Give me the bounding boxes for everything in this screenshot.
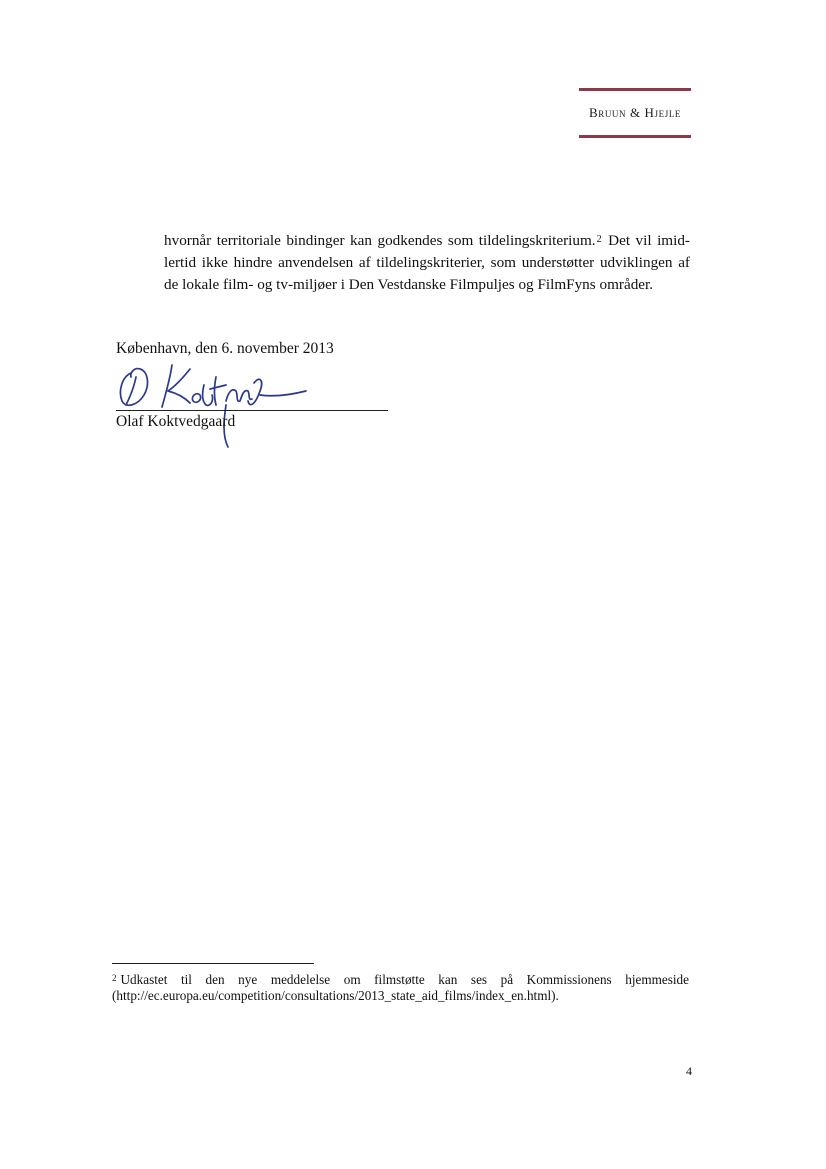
body-line-1-text: hvornår territoriale bindinger kan godkendes som tildelingskriterium. <box>164 232 596 249</box>
footnote-reference: 2 <box>596 234 602 245</box>
body-line-3: de lokale film- og tv-miljøer i Den Vestdanske Filmpuljes og FilmFyns områder. <box>164 276 654 293</box>
logo-bottom-rule <box>579 135 691 138</box>
handwritten-signature <box>114 355 314 455</box>
logo-top-rule <box>579 88 691 91</box>
footnote <box>112 970 689 1004</box>
footnote-separator <box>112 963 314 964</box>
footnote-line-1 <box>112 970 689 988</box>
body-paragraph <box>164 229 690 296</box>
footnote-line-1-text: Udkastet til den nye meddelelse om filmstøtte kan ses på Kommissionens hjemmeside <box>120 972 689 987</box>
signature-line <box>116 410 388 411</box>
footnote-mark: 2 <box>112 973 117 983</box>
logo-text: Bruun & Hjejle <box>588 105 682 120</box>
page-number: 4 <box>686 1064 692 1078</box>
body-line-1 <box>164 229 690 252</box>
body-line-1-tail: Det vil imid- <box>602 232 690 249</box>
signer-name: Olaf Koktvedgaard <box>116 413 236 430</box>
footnote-line-2: (http://ec.europa.eu/competition/consultations/2013_state_aid_films/index_en.html). <box>112 988 559 1003</box>
place-and-date: København, den 6. november 2013 <box>116 340 334 357</box>
body-line-2: lertid ikke hindre anvendelsen af tildelingskriterier, som understøtter udviklingen af <box>164 254 690 271</box>
letterhead-logo <box>579 88 691 140</box>
